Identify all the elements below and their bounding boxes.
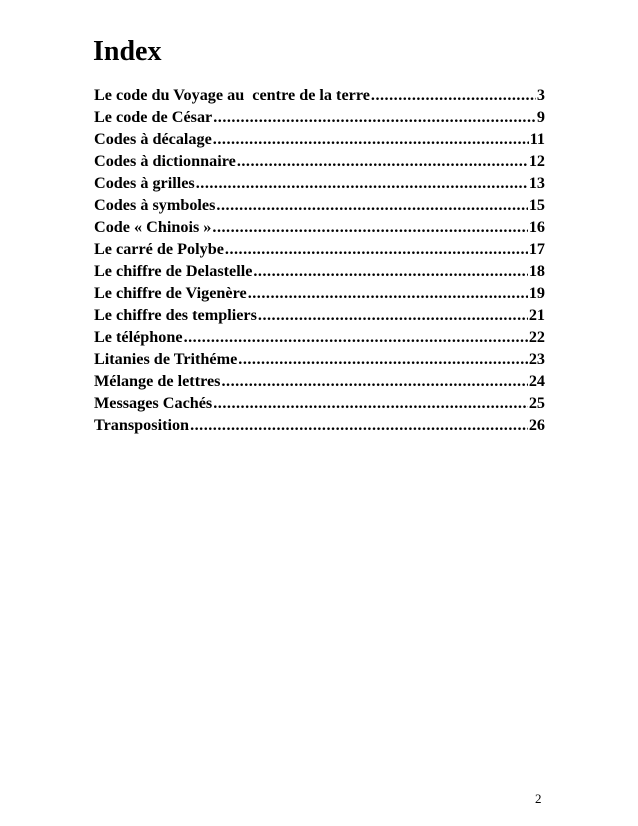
toc-entry[interactable] — [94, 326, 545, 348]
toc-dot-leader — [184, 326, 528, 348]
toc-entry-title: Le chiffre de Vigenère — [94, 284, 247, 302]
toc-entry-page: 9 — [536, 108, 545, 126]
toc-entry-page: 12 — [528, 152, 545, 170]
toc-dot-leader — [213, 392, 528, 414]
toc-entry-title: Le téléphone — [94, 328, 183, 346]
toc-dot-leader — [216, 194, 527, 216]
toc-entry-title: Codes à dictionnaire — [94, 152, 236, 170]
page-number: 2 — [535, 791, 542, 806]
toc-entry[interactable] — [94, 106, 545, 128]
toc-dot-leader — [258, 304, 528, 326]
toc-entry-title: Codes à décalage — [94, 130, 212, 148]
toc-entry-title: Messages Cachés — [94, 394, 213, 412]
toc-entry[interactable] — [94, 172, 545, 194]
toc-entry[interactable] — [94, 194, 545, 216]
toc-entry[interactable] — [94, 392, 545, 414]
toc-dot-leader — [190, 414, 528, 436]
toc-entry-page: 15 — [528, 196, 545, 214]
toc-dot-leader — [225, 238, 528, 260]
toc-dot-leader — [237, 150, 528, 172]
page-title: Index — [93, 36, 162, 67]
toc-entry-page: 19 — [528, 284, 545, 302]
toc-entry-page: 17 — [528, 240, 545, 258]
toc-entry-page: 22 — [528, 328, 545, 346]
toc-dot-leader — [371, 84, 536, 106]
toc-entry[interactable] — [94, 128, 545, 150]
toc-entry[interactable] — [94, 304, 545, 326]
toc-entry-title: Code « Chinois » — [94, 218, 212, 236]
toc-entry[interactable] — [94, 216, 545, 238]
toc-entry-title: Mélange de lettres — [94, 372, 221, 390]
toc-entry-title: Le code de César — [94, 108, 213, 126]
toc-entry-page: 26 — [528, 416, 545, 434]
table-of-contents — [94, 84, 545, 436]
toc-entry-page: 3 — [536, 86, 545, 104]
toc-dot-leader — [253, 260, 527, 282]
toc-entry[interactable] — [94, 348, 545, 370]
toc-entry-page: 16 — [528, 218, 545, 236]
toc-entry[interactable] — [94, 260, 545, 282]
toc-entry-title: Le chiffre des templiers — [94, 306, 257, 324]
toc-entry[interactable] — [94, 282, 545, 304]
toc-dot-leader — [221, 370, 527, 392]
toc-entry-page: 18 — [528, 262, 545, 280]
toc-dot-leader — [213, 128, 529, 150]
toc-entry-page: 13 — [528, 174, 545, 192]
toc-entry[interactable] — [94, 150, 545, 172]
toc-entry-title: Litanies de Trithéme — [94, 350, 238, 368]
toc-dot-leader — [196, 172, 528, 194]
toc-entry-page: 24 — [528, 372, 545, 390]
toc-entry[interactable] — [94, 370, 545, 392]
toc-dot-leader — [213, 106, 536, 128]
toc-entry[interactable] — [94, 238, 545, 260]
toc-entry-page: 21 — [528, 306, 545, 324]
toc-entry-title: Transposition — [94, 416, 190, 434]
toc-entry[interactable] — [94, 84, 545, 106]
toc-entry-title: Codes à grilles — [94, 174, 195, 192]
toc-entry-page: 23 — [528, 350, 545, 368]
toc-entry-page: 25 — [528, 394, 545, 412]
toc-entry-page: 11 — [529, 130, 545, 148]
toc-dot-leader — [212, 216, 527, 238]
toc-dot-leader — [238, 348, 528, 370]
toc-dot-leader — [248, 282, 528, 304]
toc-entry-title: Le carré de Polybe — [94, 240, 224, 258]
toc-entry-title: Codes à symboles — [94, 196, 216, 214]
toc-entry[interactable] — [94, 414, 545, 436]
toc-entry-title: Le chiffre de Delastelle — [94, 262, 253, 280]
toc-entry-title: Le code du Voyage au centre de la terre — [94, 86, 370, 104]
